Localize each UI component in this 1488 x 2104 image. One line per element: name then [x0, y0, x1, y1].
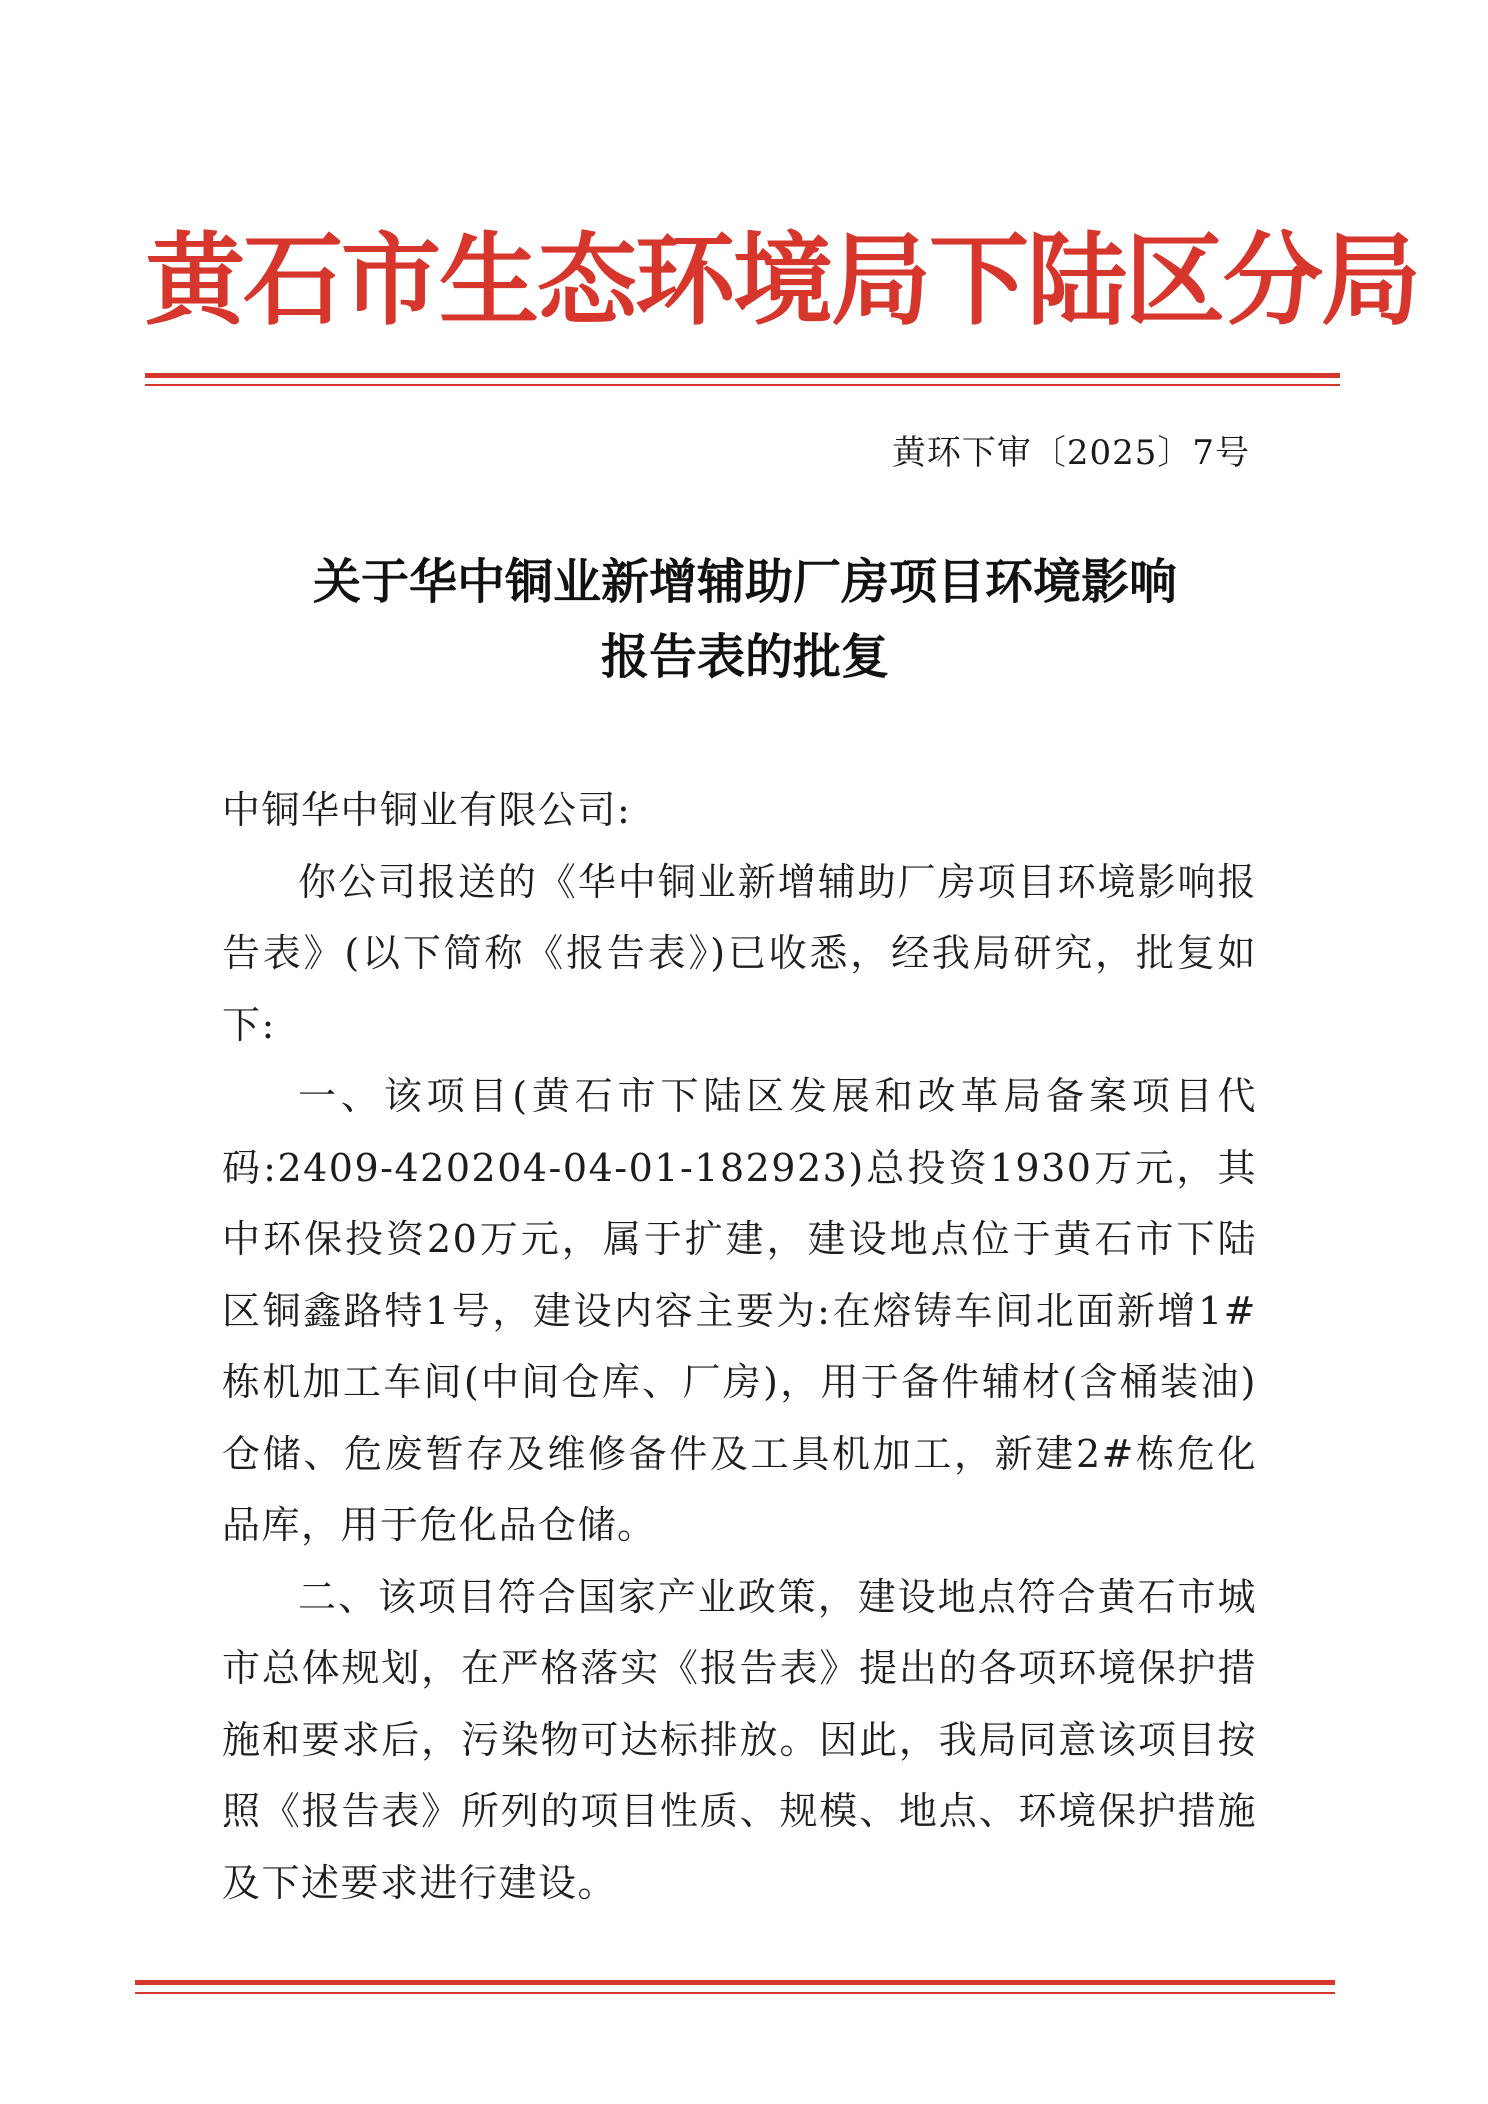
footer-divider-thin	[135, 1992, 1335, 1994]
header-divider-thin	[145, 384, 1340, 386]
body-paragraph-1: 你公司报送的《华中铜业新增辅助厂房项目环境影响报告表》(以下简称《报告表》)已收悉，经我局研究，批复如下:	[222, 859, 1257, 1047]
header-divider-thick	[145, 373, 1340, 378]
title-line-2: 报告表的批复	[600, 629, 889, 685]
salutation: 中铜华中铜业有限公司:	[222, 788, 632, 832]
footer-divider-thick	[135, 1980, 1335, 1985]
issuing-authority-header: 黄石市生态环境局下陆区分局	[145, 221, 1419, 339]
document-body	[222, 775, 1257, 1919]
document-title	[190, 545, 1300, 695]
title-line-1: 关于华中铜业新增辅助厂房项目环境影响	[312, 554, 1177, 610]
body-paragraph-3: 二、该项目符合国家产业政策，建设地点符合黄石市城市总体规划，在严格落实《报告表》提出的各项环境保护措施和要求后，污染物可达标排放。因此，我局同意该项目按照《报告表》所列的项目性质、规模、地点、环境保护措施及下述要求进行建设。	[222, 1574, 1257, 1905]
body-paragraph-2: 一、该项目(黄石市下陆区发展和改革局备案项目代码:2409-420204-04-01-182923)总投资1930万元，其中环保投资20万元，属于扩建，建设地点位于黄石市下陆区铜鑫路特1号，建设内容主要为:在熔铸车间北面新增1#栋机加工车间(中间仓库、厂房)，用于备件辅材(含桶装油)仓储、危废暂存及维修备件及工具机加工，新建2#栋危化品库，用于危化品仓储。	[222, 1074, 1257, 1547]
document-number: 黄环下审〔2025〕7号	[891, 433, 1250, 473]
